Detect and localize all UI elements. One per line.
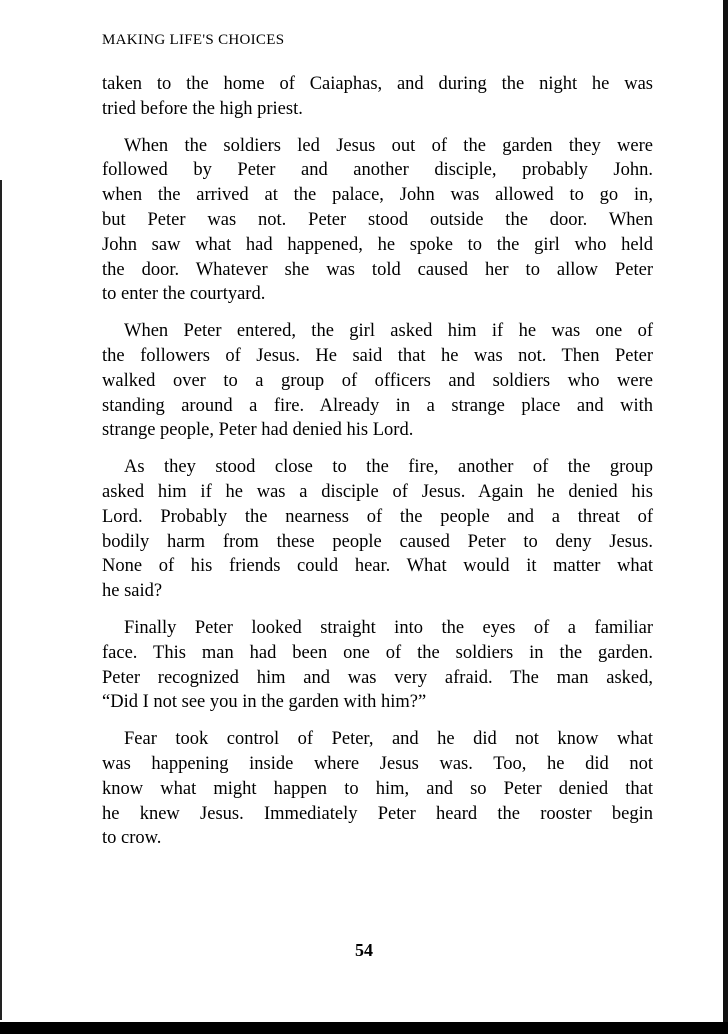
text-line: walked over to a group of officers and soldiers who were bbox=[102, 370, 653, 391]
paragraph bbox=[102, 616, 653, 715]
text-line: As they stood close to the fire, another of the group bbox=[124, 457, 653, 478]
text-line: “Did I not see you in the garden with him?” bbox=[102, 692, 427, 713]
text-line: taken to the home of Caiaphas, and during the night he was bbox=[102, 74, 653, 94]
text-line: when the arrived at the palace, John was allowed to go in, bbox=[102, 185, 653, 206]
text-line: followed by Peter and another disciple, probably John. bbox=[102, 160, 653, 181]
text-line: to enter the courtyard. bbox=[102, 284, 266, 305]
text-line: face. This man had been one of the soldiers in the garden. bbox=[102, 642, 653, 663]
text-line: John saw what had happened, he spoke to the girl who held bbox=[102, 234, 653, 255]
text-line: Peter recognized him and was very afraid. The man asked, bbox=[102, 667, 653, 688]
text-line: None of his friends could hear. What would it matter what bbox=[102, 556, 653, 577]
text-line: the door. Whatever she was told caused her to allow Peter bbox=[102, 259, 653, 280]
running-header: MAKING LIFE'S CHOICES bbox=[102, 32, 285, 48]
scan-border-right bbox=[723, 0, 728, 1034]
page-number: 54 bbox=[355, 940, 373, 960]
text-line: When the soldiers led Jesus out of the garden they were bbox=[124, 135, 653, 156]
text-line: Finally Peter looked straight into the eyes of a familiar bbox=[124, 617, 653, 638]
paragraph bbox=[102, 727, 653, 851]
paragraph bbox=[102, 72, 653, 122]
text-line: Lord. Probably the nearness of the people and a threat of bbox=[102, 506, 653, 527]
text-line: strange people, Peter had denied his Lord. bbox=[102, 420, 414, 441]
text-line: asked him if he was a disciple of Jesus. Again he denied his bbox=[102, 481, 653, 502]
text-line: he said? bbox=[102, 581, 163, 602]
paragraph bbox=[102, 134, 653, 308]
text-line: Fear took control of Peter, and he did not know what bbox=[124, 729, 653, 750]
text-line: know what might happen to him, and so Peter denied that bbox=[102, 778, 653, 799]
text-line: When Peter entered, the girl asked him if he was one of bbox=[124, 321, 653, 342]
paragraph bbox=[102, 319, 653, 443]
text-line: standing around a fire. Already in a strange place and with bbox=[102, 395, 653, 416]
page-body bbox=[102, 72, 653, 863]
scan-border-left bbox=[0, 180, 2, 1020]
text-line: the followers of Jesus. He said that he was not. Then Peter bbox=[102, 345, 653, 366]
text-line: to crow. bbox=[102, 828, 162, 849]
scan-border-bottom bbox=[0, 1022, 728, 1034]
text-line: was happening inside where Jesus was. Too, he did not bbox=[102, 753, 653, 774]
text-line: bodily harm from these people caused Peter to deny Jesus. bbox=[102, 531, 653, 552]
paragraph bbox=[102, 455, 653, 604]
text-line: but Peter was not. Peter stood outside the door. When bbox=[102, 209, 653, 230]
text-line: tried before the high priest. bbox=[102, 98, 303, 119]
text-line: he knew Jesus. Immediately Peter heard the rooster begin bbox=[102, 803, 653, 824]
